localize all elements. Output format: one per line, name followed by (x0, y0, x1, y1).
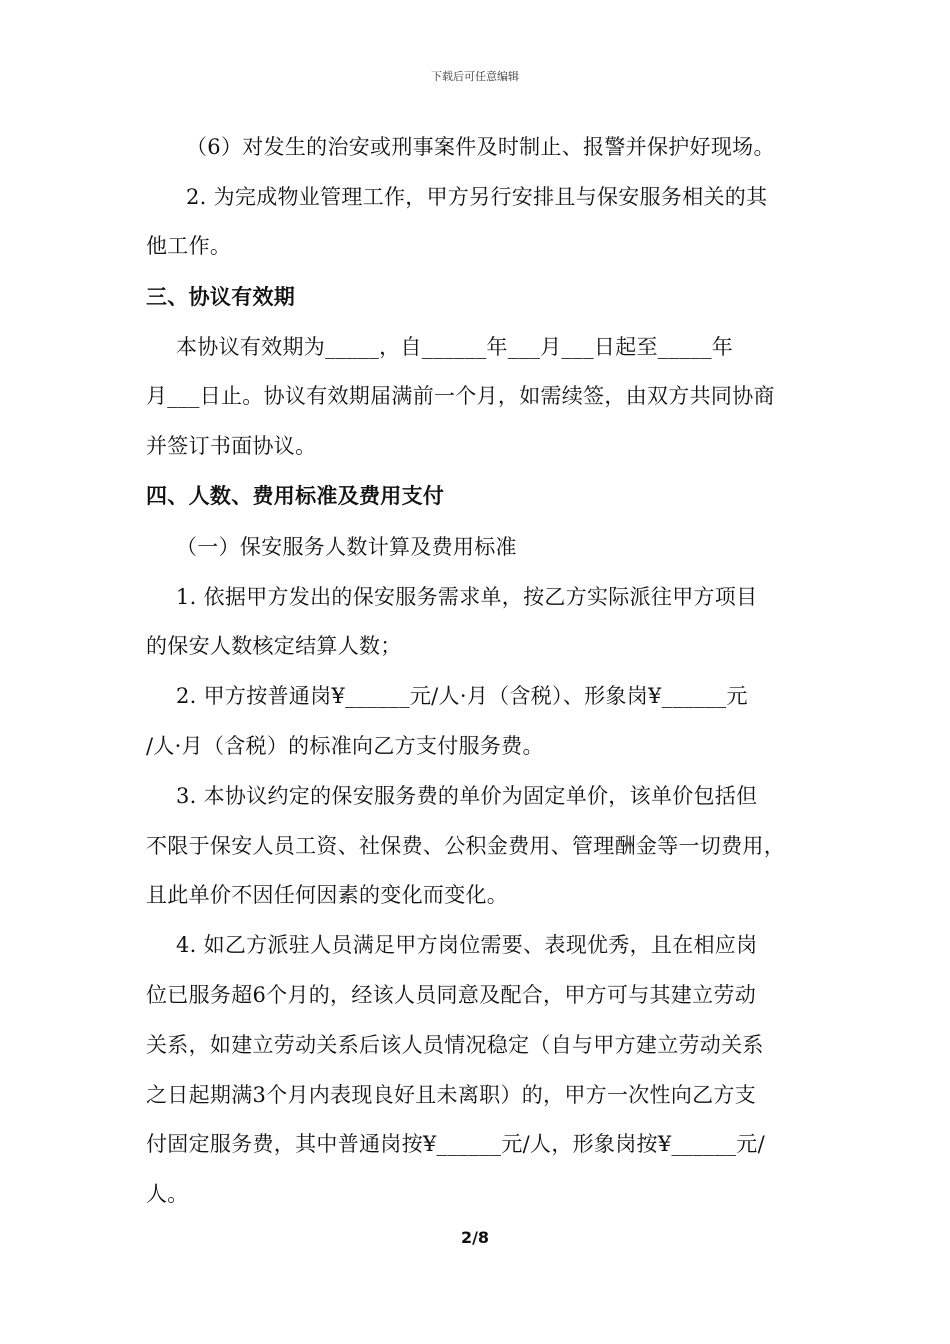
paragraph-line: 2. 为完成物业管理工作，甲方另行安排且与保安服务相关的其 (186, 185, 768, 209)
paragraph-line: /人·月（含税）的标准向乙方支付服务费。 (146, 734, 544, 758)
paragraph-line: 付固定服务费，其中普通岗按¥______元/人，形象岗按¥______元/ (146, 1132, 765, 1156)
paragraph-line: （6）对发生的治安或刑事案件及时制止、报警并保护好现场。 (186, 135, 775, 159)
subsection-heading: （一）保安服务人数计算及费用标准 (176, 535, 517, 559)
page-header: 下载后可任意编辑 (431, 70, 519, 83)
page-number: 2/8 (460, 1228, 490, 1247)
paragraph-line: 的保安人数核定结算人数； (146, 634, 402, 658)
paragraph-line: 不限于保安人员工资、社保费、公积金费用、管理酬金等一切费用， (146, 834, 785, 858)
paragraph-line: 之日起期满3个月内表现良好且未离职）的，甲方一次性向乙方支 (146, 1083, 757, 1107)
paragraph-line: 月___日止。协议有效期届满前一个月，如需续签，由双方共同协商 (146, 384, 775, 408)
paragraph-line: 本协议有效期为_____，自______年___月___日起至_____年 (176, 335, 734, 359)
paragraph-line: 4. 如乙方派驻人员满足甲方岗位需要、表现优秀，且在相应岗 (176, 933, 758, 957)
paragraph-line: 1. 依据甲方发出的保安服务需求单，按乙方实际派往甲方项目 (176, 585, 758, 609)
paragraph-line: 并签订书面协议。 (146, 434, 317, 458)
paragraph-line: 他工作。 (146, 234, 232, 258)
paragraph-line: 人。 (146, 1182, 189, 1206)
paragraph-line: 且此单价不因任何因素的变化而变化。 (146, 883, 509, 907)
paragraph-line: 3. 本协议约定的保安服务费的单价为固定单价，该单价包括但 (176, 784, 758, 808)
paragraph-line: 位已服务超6个月的，经该人员同意及配合，甲方可与其建立劳动 (146, 983, 757, 1007)
paragraph-line: 2. 甲方按普通岗¥______元/人·月（含税）、形象岗¥______元 (176, 684, 748, 708)
section-heading: 三、协议有效期 (146, 285, 296, 309)
paragraph-line: 关系，如建立劳动关系后该人员情况稳定（自与甲方建立劳动关系 (146, 1033, 764, 1057)
section-heading: 四、人数、费用标准及费用支付 (146, 484, 445, 508)
